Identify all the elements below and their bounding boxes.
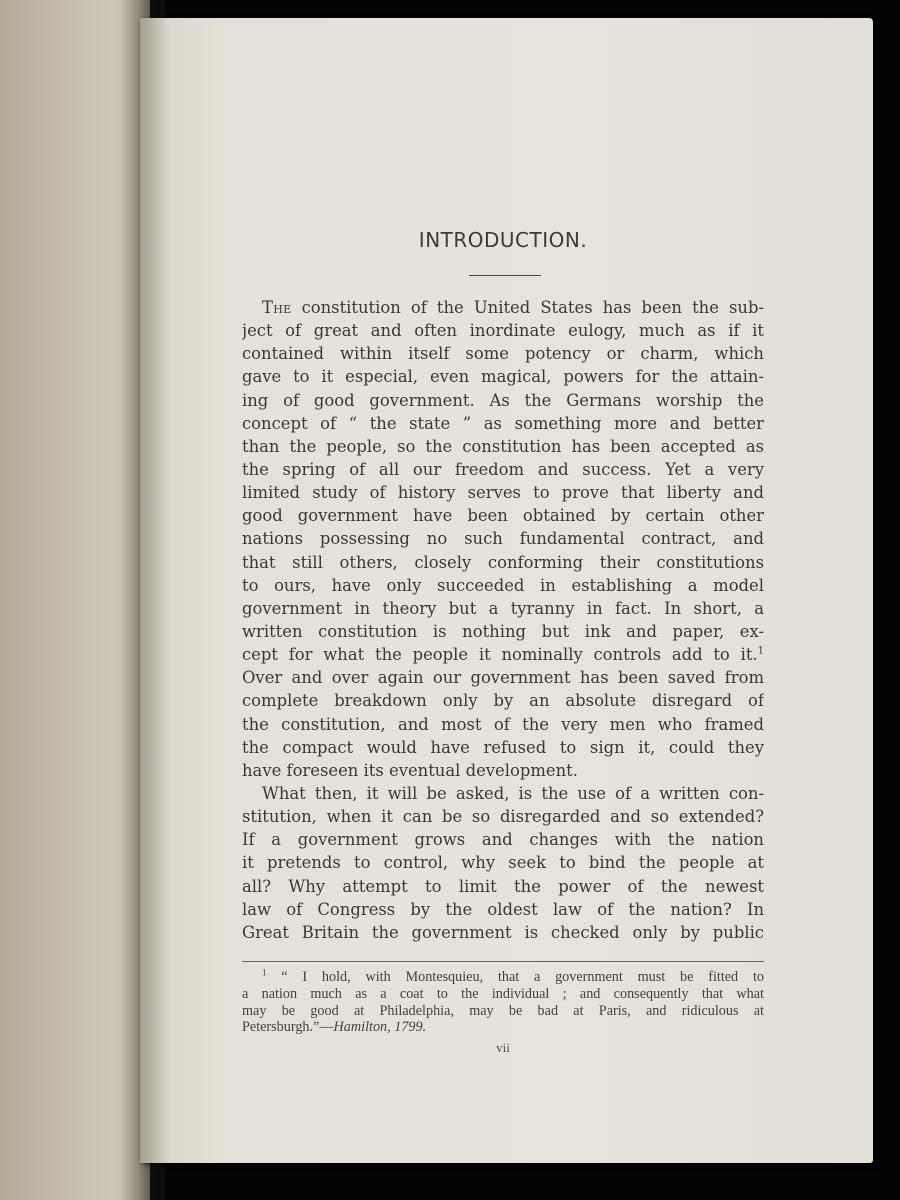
text-line: ject of great and often inordinate eulogy, much as if it bbox=[242, 321, 764, 341]
text-line: that still others, closely conforming their constitutions bbox=[242, 552, 764, 572]
text-line: than the people, so the constitution has been accepted as bbox=[242, 436, 764, 456]
text-line: complete breakdown only by an absolute disregard of bbox=[242, 691, 764, 711]
lead-word: The bbox=[262, 298, 292, 317]
text-line: The constitution of the United States has been the sub- bbox=[262, 298, 764, 317]
paragraph-1 bbox=[242, 296, 764, 782]
text-line: all? Why attempt to limit the power of the newest bbox=[242, 876, 764, 896]
footnote-line: may be good at Philadelphia, may be bad at Paris, and ridiculous at bbox=[242, 1002, 764, 1019]
footnote-reference: 1 bbox=[757, 645, 764, 657]
text-line: contained within itself some potency or charm, which bbox=[242, 344, 764, 364]
page-number: vii bbox=[496, 1040, 510, 1055]
text-line: If a government grows and changes with the nation bbox=[242, 830, 764, 850]
text-line: good government have been obtained by certain other bbox=[242, 506, 764, 526]
text-line: gave to it especial, even magical, powers for the attain- bbox=[242, 367, 764, 387]
page-edge-shadow bbox=[140, 18, 170, 1163]
text-line: law of Congress by the oldest law of the nation? In bbox=[242, 899, 764, 919]
text-line: ing of good government. As the Germans worship the bbox=[242, 390, 764, 410]
text-line: written constitution is nothing but ink and paper, ex- bbox=[242, 621, 764, 641]
text-line: Over and over again our government has been saved from bbox=[242, 668, 764, 688]
text-line: the constitution, and most of the very men who framed bbox=[242, 714, 764, 734]
footnote-divider bbox=[242, 961, 764, 962]
right-page bbox=[140, 18, 873, 1163]
footnote bbox=[242, 969, 764, 1036]
text-line: government in theory but a tyranny in fact. In short, a bbox=[242, 598, 764, 618]
text-line: to ours, have only succeeded in establishing a model bbox=[242, 575, 764, 595]
text-line: the compact would have refused to sign it, could they bbox=[242, 737, 764, 757]
text-line: What then, it will be asked, is the use of a written con- bbox=[262, 783, 764, 803]
page-heading: INTRODUCTION. bbox=[418, 228, 588, 252]
body-text bbox=[242, 296, 764, 944]
text-line: Great Britain the government is checked only by public bbox=[242, 922, 764, 942]
text-line: nations possessing no such fundamental contract, and bbox=[242, 529, 764, 549]
text-line: the spring of all our freedom and success. Yet a very bbox=[242, 459, 764, 479]
text-line: limited study of history serves to prove that liberty and bbox=[242, 483, 764, 503]
paragraph-2 bbox=[242, 782, 764, 944]
text-line: stitution, when it can be so disregarded and so extended? bbox=[242, 807, 764, 827]
heading-rule bbox=[469, 275, 541, 276]
footnote-line: Petersburgh.”—Hamilton, 1799. bbox=[242, 1019, 427, 1036]
footnote-line: $^1$ “ I hold, with Montesquieu, that a government must be fitted to bbox=[262, 969, 764, 985]
footnote-mark: 1 bbox=[262, 969, 267, 978]
text-line: concept of “ the state ” as something more and better bbox=[242, 413, 764, 433]
text-line: it pretends to control, why seek to bind the people at bbox=[242, 853, 764, 873]
text-line: have foreseen its eventual development. bbox=[242, 760, 578, 780]
footnote-attribution: Hamilton, 1799. bbox=[333, 1019, 427, 1036]
footnote-line: a nation much as a coat to the individual ; and consequently that what bbox=[242, 985, 764, 1002]
text-line: cept for what the people it nominally controls add to it.$^1$ bbox=[242, 645, 764, 665]
